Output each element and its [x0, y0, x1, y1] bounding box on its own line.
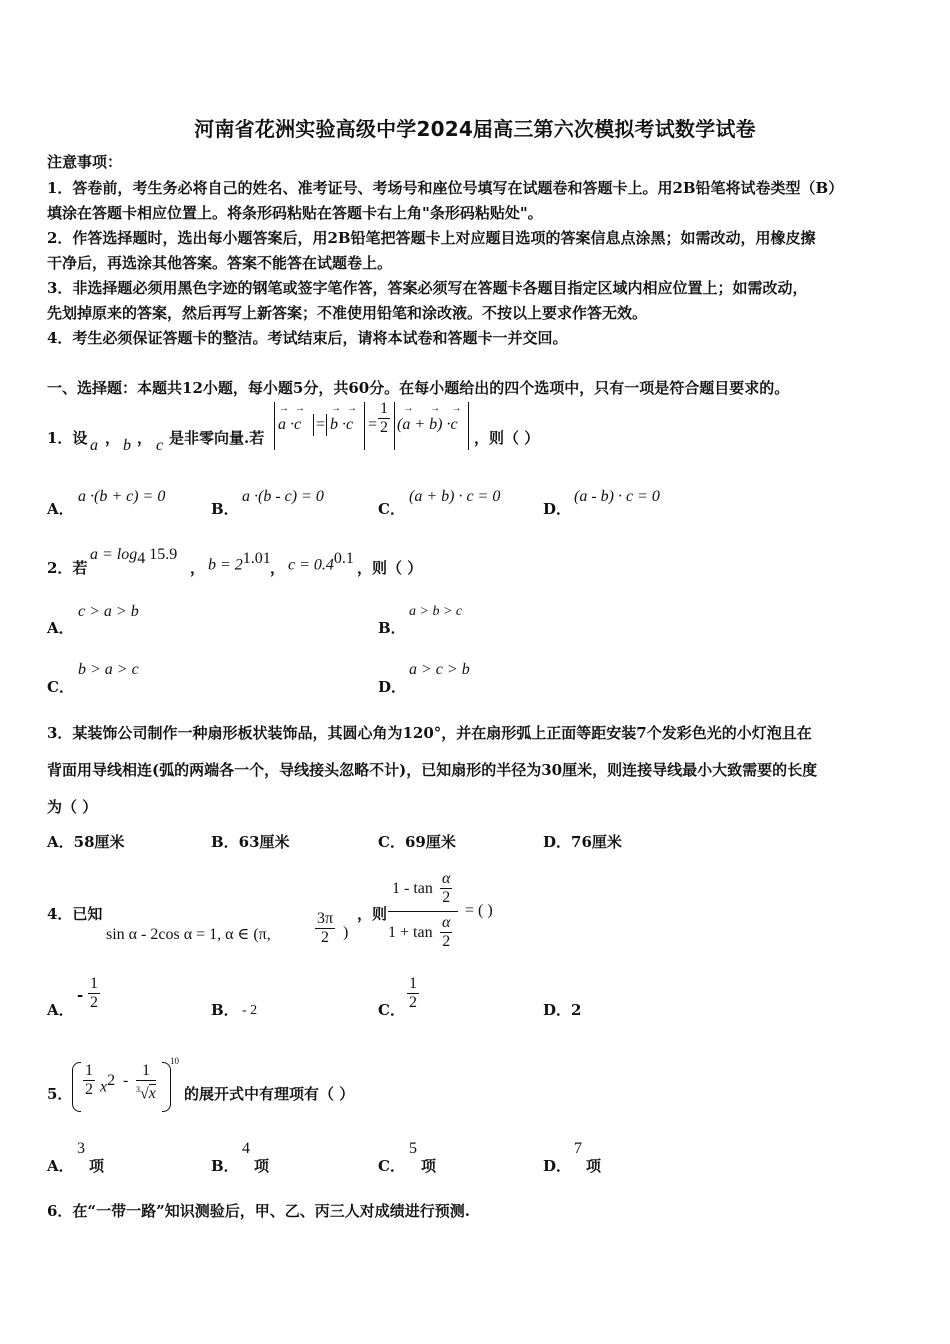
- q1-option-d-label: D．: [543, 500, 572, 518]
- q4-option-c-label: C．: [378, 1001, 405, 1019]
- q4-number: 4．已知: [47, 905, 103, 923]
- q1-var-b: b: [123, 437, 131, 454]
- q2-option-d-label: D．: [378, 678, 407, 696]
- notice-line: 干净后，再选涂其他答案。答案不能答在试题卷上。: [47, 254, 393, 272]
- q3-line: 背面用导线相连(弧的两端各一个，导线接头忽略不计)，已知扇形的半径为30厘米，则连接导线最小大致需要的长度: [47, 761, 818, 779]
- q5-option-a-value: 3: [77, 1140, 85, 1157]
- q1-option-c: (a + b) · c = 0: [409, 488, 501, 505]
- q1-option-a-label: A．: [47, 500, 74, 518]
- q5-option-a-unit: 项: [89, 1157, 105, 1175]
- q1-option-d: (a - b) · c = 0: [574, 488, 660, 505]
- q3-option-b: B．63厘米: [211, 833, 290, 851]
- q4-option-a: $\frac{1}{2}$: [90, 975, 98, 1011]
- q1-var-a: a: [90, 437, 98, 454]
- q1-half-den: 2: [380, 419, 388, 436]
- q2-a-expr: $a = \log_4 15.9$: [90, 546, 178, 568]
- q4-option-d: D．2: [543, 1001, 582, 1019]
- q5-option-d-label: D．: [543, 1157, 572, 1175]
- q1-option-b-label: B．: [211, 500, 239, 518]
- q1-half-num: 1: [380, 400, 388, 417]
- q2-option-a-label: A．: [47, 619, 74, 637]
- q5-option-d-unit: 项: [586, 1157, 602, 1175]
- q2-option-b: a > b > c: [409, 604, 463, 619]
- q5-option-d-value: 7: [574, 1140, 582, 1157]
- q4-option-c: $\frac{1}{2}$: [409, 975, 417, 1011]
- q4-target-fraction: 1 - tan $\frac{\alpha}{2}$ 1 + tan $\frac{\alpha}{2}$: [388, 870, 462, 960]
- notice-heading: 注意事项：: [47, 153, 123, 171]
- q1-var-c: c: [156, 437, 164, 454]
- q1-tail: ，则（ ）: [474, 429, 540, 447]
- q1-condition-formula: → a ·→ c = → b ·→ c = $\frac{1}{2}$ (→ a + → b) ·→ c: [274, 400, 474, 452]
- q5-option-c-value: 5: [409, 1140, 417, 1157]
- q5-option-b-label: B．: [211, 1157, 239, 1175]
- q2-option-c-label: C．: [47, 678, 74, 696]
- q4-option-a-minus: -: [77, 986, 84, 1004]
- q1-number: 1．设: [47, 429, 88, 447]
- notice-line: 先划掉原来的答案，然后再写上新答案；不准使用铅笔和涂改液。不按以上要求作答无效。: [47, 304, 648, 322]
- q4-equals: = ( ): [465, 902, 493, 919]
- q4-condition: sin α - 2cos α = 1, α ∈ (π,: [106, 926, 271, 943]
- q5-option-b-value: 4: [242, 1140, 250, 1157]
- q5-option-a-label: A．: [47, 1157, 74, 1175]
- q2-option-c: b > a > c: [78, 661, 139, 678]
- notice-line: 1．答卷前，考生务必将自己的姓名、准考证号、考场号和座位号填写在试题卷和答题卡上。用2B铅笔将试卷类型（B）: [47, 179, 844, 197]
- notice-line: 4．考生必须保证答题卡的整洁。考试结束后，请将本试卷和答题卡一并交回。: [47, 329, 568, 347]
- q4-then: ，则: [357, 905, 388, 923]
- q3-line: 为（ ）: [47, 798, 98, 816]
- q2-b-expr: $b = 2^{1.01}$: [208, 550, 271, 574]
- q5-option-c-label: C．: [378, 1157, 405, 1175]
- q1-option-c-label: C．: [378, 500, 405, 518]
- q1-option-b: a ·(b - c) = 0: [242, 488, 324, 505]
- q1-comma: ，: [137, 429, 153, 447]
- q2-option-b-label: B．: [378, 619, 406, 637]
- q4-cond-fraction: $\frac{3\pi}{2}$: [317, 910, 334, 946]
- q5-option-b-unit: 项: [254, 1157, 270, 1175]
- q6-text: 6．在“一带一路”知识测验后，甲、乙、丙三人对成绩进行预测.: [47, 1202, 470, 1220]
- q2-option-d: a > c > b: [409, 661, 470, 678]
- q3-option-d: D．76厘米: [543, 833, 622, 851]
- q4-option-b-label: B．: [211, 1001, 239, 1019]
- q2-number: 2．若: [47, 559, 88, 577]
- page-title: 河南省花洲实验高级中学2024届高三第六次模拟考试数学试卷: [194, 117, 756, 141]
- q5-tail: 的展开式中有理项有（ ）: [184, 1085, 355, 1103]
- question-1: [47, 427, 87, 448]
- q1-comma: ，: [105, 429, 121, 447]
- section-heading: 一、选择题：本题共12小题，每小题5分，共60分。在每小题给出的四个选项中，只有一项是符合题目要求的。: [47, 379, 790, 397]
- q4-close-paren: ): [343, 924, 349, 941]
- q5-number: 5．: [47, 1085, 73, 1103]
- notice-line: 3．非选择题必须用黑色字迹的钢笔或签字笔作答，答案必须写在答题卡各题目指定区域内相应位置上；如需改动，: [47, 279, 808, 297]
- notice-line: 填涂在答题卡相应位置上。将条形码粘贴在答题卡右上角"条形码粘贴处"。: [47, 204, 543, 222]
- q3-option-a: A．58厘米: [47, 833, 125, 851]
- q1-option-a: a ·(b + c) = 0: [78, 488, 166, 505]
- q1-mid-text: 是非零向量.若: [169, 429, 265, 447]
- q4-option-b: - 2: [242, 1003, 258, 1018]
- q4-option-a-label: A．: [47, 1001, 74, 1019]
- q2-option-a: c > a > b: [78, 603, 139, 620]
- notice-line: 2．作答选择题时，选出每小题答案后，用2B铅笔把答题卡上对应题目选项的答案信息点涂黑；如需改动，用橡皮擦: [47, 229, 816, 247]
- q3-option-c: C．69厘米: [378, 833, 456, 851]
- q3-line: 3．某装饰公司制作一种扇形板状装饰品，其圆心角为120°，并在扇形弧上正面等距安装7个发彩色光的小灯泡且在: [47, 724, 812, 742]
- q2-tail: ，则（ ）: [357, 559, 423, 577]
- q2-c-expr: $c = 0.4^{0.1}$: [288, 550, 354, 574]
- q5-binomial-expression: $\frac{1}{2}$ $x^2$ - $\frac{1}{^3√x}$ 10: [72, 1058, 182, 1118]
- q5-option-c-unit: 项: [421, 1157, 437, 1175]
